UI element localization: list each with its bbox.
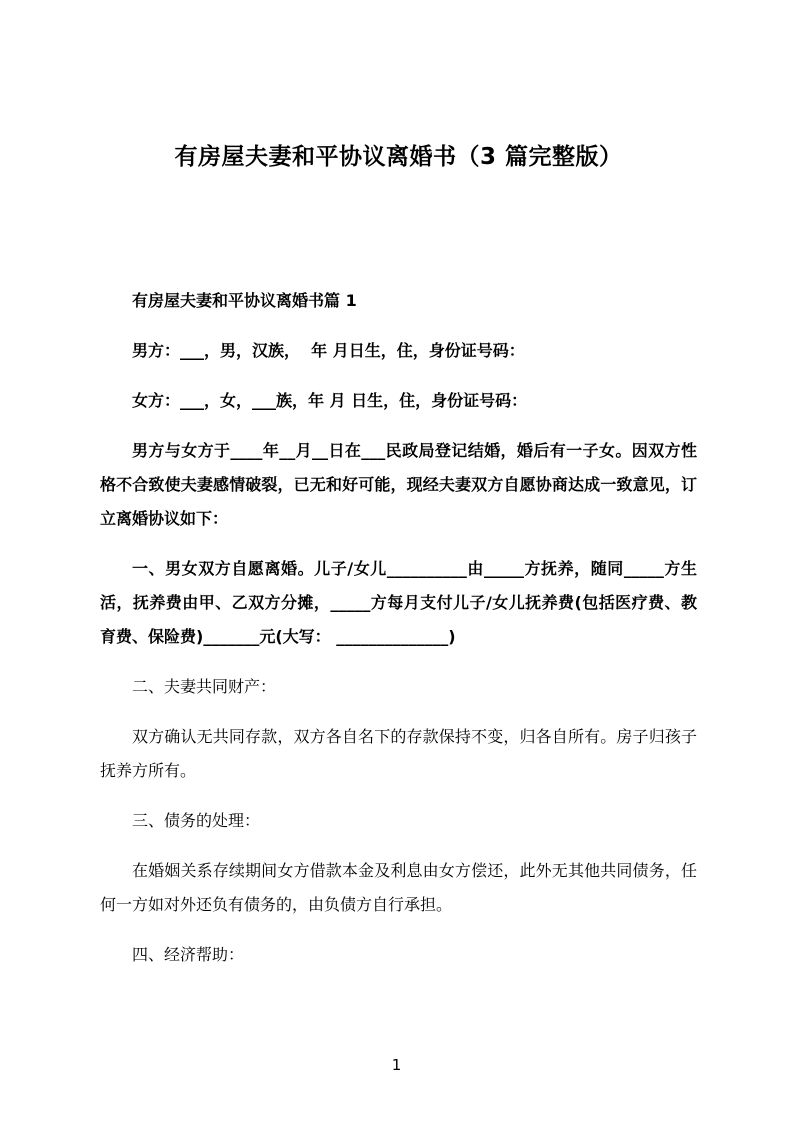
para-property-details: 双方确认无共同存款，双方各自名下的存款保持不变，归各自所有。房子归孩子抚养方所有。 — [100, 727, 697, 780]
heading-item-2-property: 二、夫妻共同财产： — [132, 677, 277, 696]
para-husband-info: 男方：___，男，汉族， 年 月日生，住，身份证号码： — [132, 341, 525, 360]
document-title: 有房屋夫妻和平协议离婚书（3 篇完整版） — [174, 144, 623, 170]
para-item-1-custody: 一、男女双方自愿离婚。儿子/女儿__________由_____方抚养，随同_____方生活，抚养费由甲、乙双方分摊，_____方每月支付儿子/女儿抚养费(包括医疗费、教育费、保险费)_______元(大写： ______________) — [100, 559, 697, 646]
para-debt-details: 在婚姻关系存续期间女方借款本金及利息由女方偿还，此外无其他共同债务，任何一方如对外还负有债务的，由负债方自行承担。 — [100, 861, 697, 914]
section-heading-part1: 有房屋夫妻和平协议离婚书篇 1 — [132, 291, 357, 310]
heading-item-3-debt: 三、债务的处理： — [132, 811, 261, 830]
heading-item-4-assistance: 四、经济帮助： — [132, 945, 245, 964]
para-marriage-intro: 男方与女方于____年__月__日在___民政局登记结婚，婚后有一子女。因双方性格不合致使夫妻感情破裂，已无和好可能，现经夫妻双方自愿协商达成一致意见，订立离婚协议如下： — [100, 441, 697, 528]
para-wife-info: 女方：___，女，___族，年 月 日生，住，身份证号码： — [132, 391, 528, 410]
page-number: 1 — [391, 1056, 402, 1074]
